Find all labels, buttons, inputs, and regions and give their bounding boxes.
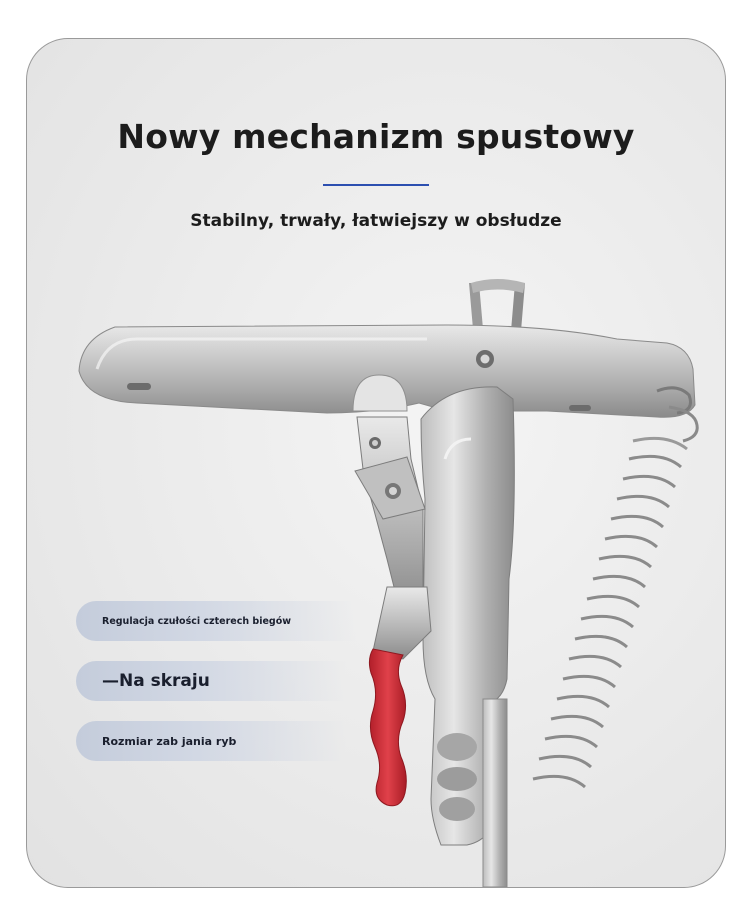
- page-title: Nowy mechanizm spustowy: [117, 117, 635, 156]
- feature-fish-size: Rozmiar zab jania ryb: [76, 721, 346, 761]
- product-card: [26, 38, 726, 888]
- feature-sensitivity: Regulacja czułości czterech biegów: [76, 601, 356, 641]
- feature-edge: —Na skraju: [76, 661, 346, 701]
- page-subtitle: Stabilny, trwały, łatwiejszy w obsłudze: [190, 211, 562, 231]
